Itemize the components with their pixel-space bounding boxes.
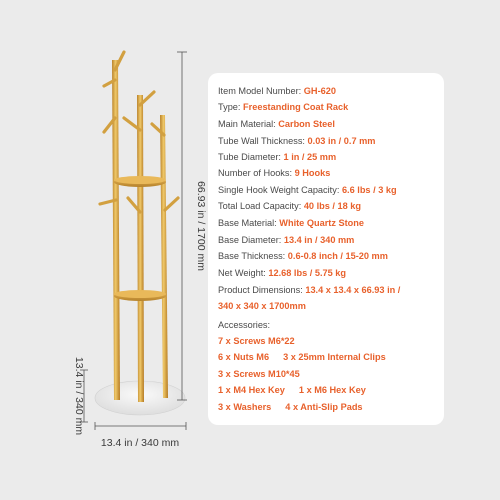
spec-label: Item Model Number: [218, 86, 304, 96]
spec-row [218, 251, 388, 262]
spec-value: 1 in / 25 mm [283, 152, 337, 162]
spec-label: Tube Wall Thickness: [218, 136, 308, 146]
spec-value: Carbon Steel [278, 119, 335, 129]
accessory-item: 1 x M6 Hex Key [298, 385, 366, 395]
lower-shelf [114, 290, 166, 301]
spec-value: GH-620 [303, 86, 336, 96]
spec-value: 0.6-0.8 inch / 15-20 mm [287, 251, 388, 261]
spec-row [218, 285, 400, 296]
spec-row [218, 152, 336, 163]
accessory-row [218, 352, 386, 363]
hook [165, 198, 178, 210]
spec-label: Product Dimensions: [218, 285, 306, 295]
spec-row [218, 119, 335, 130]
spec-label: Net Weight: [218, 268, 269, 278]
spec-row [218, 185, 397, 196]
spec-value: 6.6 lbs / 3 kg [341, 185, 397, 195]
spec-value: 0.03 in / 0.7 mm [307, 136, 376, 146]
spec-row [218, 168, 330, 179]
base-width-dimension-line [95, 422, 186, 430]
spec-row [218, 268, 346, 279]
spec-label: Type: [218, 102, 244, 112]
accessory-item: 4 x Anti-Slip Pads [285, 402, 363, 412]
spec-label: Number of Hooks: [218, 168, 295, 178]
accessories-heading: Accessories: [218, 320, 271, 330]
base-height-dimension-label: 13.4 in / 340 mm [73, 356, 85, 436]
accessory-item: 3 x Screws M10*45 [218, 369, 300, 379]
spec-continued [218, 301, 306, 312]
accessory-item: 7 x Screws M6*22 [218, 336, 295, 346]
spec-label: Base Thickness: [218, 251, 288, 261]
spec-row [218, 136, 375, 147]
accessory-row [218, 369, 300, 380]
spec-row [218, 201, 361, 212]
spec-row [218, 218, 364, 229]
accessory-item: 6 x Nuts M6 [218, 352, 270, 362]
poles [112, 60, 168, 402]
accessory-item: 3 x Washers [218, 402, 272, 412]
spec-row [218, 102, 348, 113]
height-dimension-label: 66.93 in / 1700 mm [195, 181, 207, 271]
spec-value: 13.4 x 13.4 x 66.93 in / [305, 285, 401, 295]
spec-value: 12.68 lbs / 5.75 kg [268, 268, 347, 278]
accessory-item: 3 x 25mm Internal Clips [283, 352, 386, 362]
base-width-dimension-label: 13.4 in / 340 mm [100, 437, 180, 449]
accessory-row [218, 336, 295, 347]
upper-shelf [114, 176, 166, 187]
spec-label: Total Load Capacity: [218, 201, 304, 211]
spec-value: White Quartz Stone [279, 218, 365, 228]
accessory-item: 1 x M4 Hex Key [218, 385, 285, 395]
height-dimension-line [177, 52, 187, 400]
spec-label: Single Hook Weight Capacity: [218, 185, 342, 195]
spec-label: Main Material: [218, 119, 279, 129]
spec-label: Tube Diameter: [218, 152, 284, 162]
spec-row [218, 86, 336, 97]
spec-value: 9 Hooks [294, 168, 331, 178]
accessory-row [218, 402, 363, 413]
spec-row [218, 235, 354, 246]
spec-label: Base Material: [218, 218, 280, 228]
spec-value: Freestanding Coat Rack [243, 102, 349, 112]
accessory-row [218, 385, 366, 396]
spec-label: Base Diameter: [218, 235, 284, 245]
spec-value: 340 x 340 x 1700mm [218, 301, 306, 311]
spec-value: 40 lbs / 18 kg [303, 201, 362, 211]
spec-value: 13.4 in / 340 mm [283, 235, 355, 245]
